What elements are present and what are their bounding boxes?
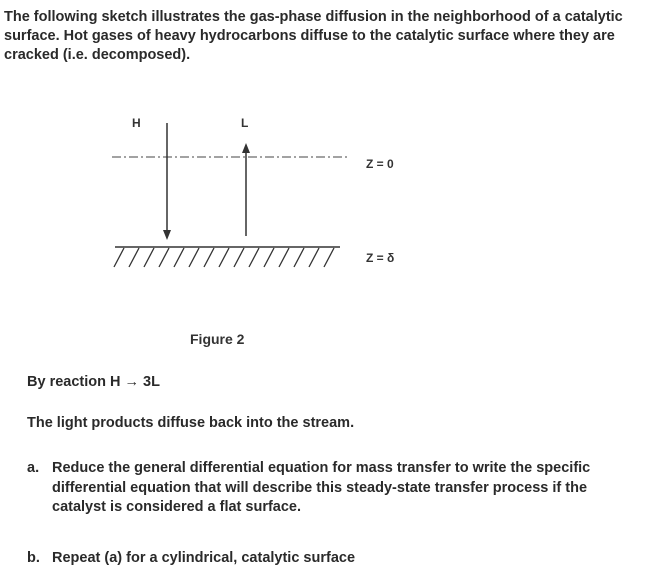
question-line: catalyst is considered a flat surface.	[52, 499, 302, 515]
hatch-stroke	[219, 248, 229, 267]
hatch-stroke	[234, 248, 244, 267]
hatch-stroke	[264, 248, 274, 267]
hatch-stroke	[204, 248, 214, 267]
hatch-stroke	[174, 248, 184, 267]
question-line: Reduce the general differential equation for mass transfer to write the specific	[52, 460, 591, 476]
intro-line: surface. Hot gases of heavy hydrocarbons diffuse to the catalytic surface where they are	[4, 28, 615, 44]
label-l: L	[241, 116, 249, 130]
question-letter: a.	[27, 460, 40, 476]
hatch-stroke	[324, 248, 334, 267]
intro-line: cracked (i.e. decomposed).	[4, 47, 191, 63]
reaction-text: By reaction H → 3L	[27, 374, 160, 390]
figure-caption: Figure 2	[190, 331, 245, 347]
h-arrow-head	[163, 230, 171, 240]
hatch-stroke	[309, 248, 319, 267]
question-letter: b.	[27, 550, 40, 566]
hatch-stroke	[249, 248, 259, 267]
intro-line: The following sketch illustrates the gas-phase diffusion in the neighborhood of a catalytic	[4, 9, 623, 25]
question-line: differential equation that will describe this steady-state transfer process if the	[52, 479, 588, 496]
hatch-stroke	[129, 248, 139, 267]
light-products-text: The light products diffuse back into the stream.	[27, 415, 355, 431]
label-h: H	[132, 116, 141, 130]
label-z0: Z = 0	[366, 157, 394, 171]
hatch-stroke	[159, 248, 169, 267]
l-arrow-head	[242, 143, 250, 153]
hatch-stroke	[279, 248, 289, 267]
hatch-stroke	[114, 248, 124, 267]
hatch-stroke	[189, 248, 199, 267]
hatch-stroke	[294, 248, 304, 267]
question-line: Repeat (a) for a cylindrical, catalytic surface	[52, 550, 356, 566]
label-z-delta: Z = δ	[366, 251, 395, 265]
hatch-stroke	[144, 248, 154, 267]
surface-hatching	[114, 248, 334, 267]
